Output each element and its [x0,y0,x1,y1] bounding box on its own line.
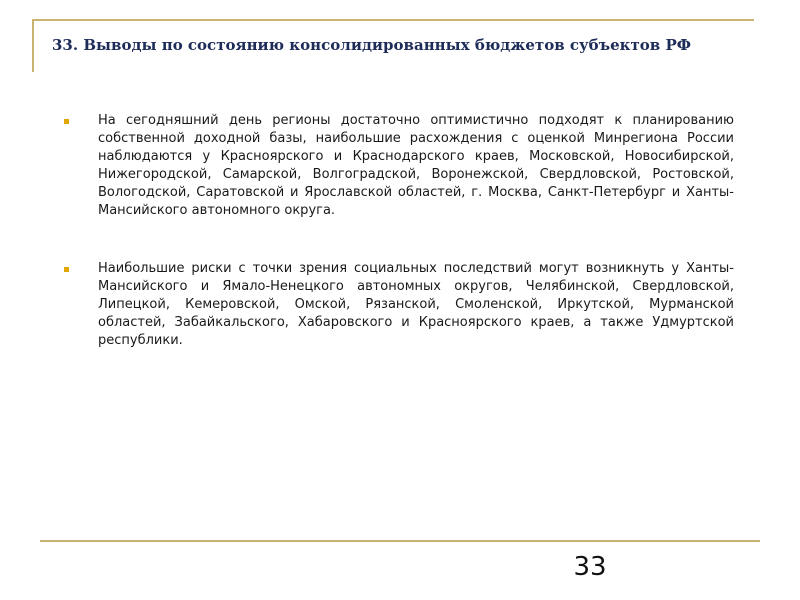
bullet-square-icon [64,267,69,272]
left-divider [32,19,34,72]
page-number: 33 [573,552,607,582]
slide-content [64,112,734,350]
slide-title: 33. Выводы по состоянию консолидированных бюджетов субъектов РФ [52,36,691,54]
bullet-square-icon [64,119,69,124]
bullet-text: Наибольшие риски с точки зрения социальных последствий могут возникнуть у Ханты-Мансийского и Ямало-Ненецкого автономных округов, Челябинской, Свердловской, Липецкой, Кемеровской, Омской, Рязанской, Смоленской, Иркутской, Мурманской областей, Забайкальского, Хабаровского и Красноярского краев, а также Удмуртской республики. [98,261,734,348]
bullet-text: На сегодняшний день регионы достаточно оптимистично подходят к планированию собственной доходной базы, наибольшие расхождения с оценкой Минрегиона России наблюдаются у Красноярского и Краснодарского краев, Московской, Новосибирской, Нижегородской, Самарской, Волгоградской, Воронежской, Свердловской, Ростовской, Вологодской, Саратовской и Ярославской областей, г. Москва, Санкт-Петербург и Ханты- Мансийского автономного округа. [98,113,734,218]
top-divider [32,19,754,21]
bullet-item [64,260,734,350]
bottom-divider [40,540,760,542]
bullet-item [64,112,734,220]
